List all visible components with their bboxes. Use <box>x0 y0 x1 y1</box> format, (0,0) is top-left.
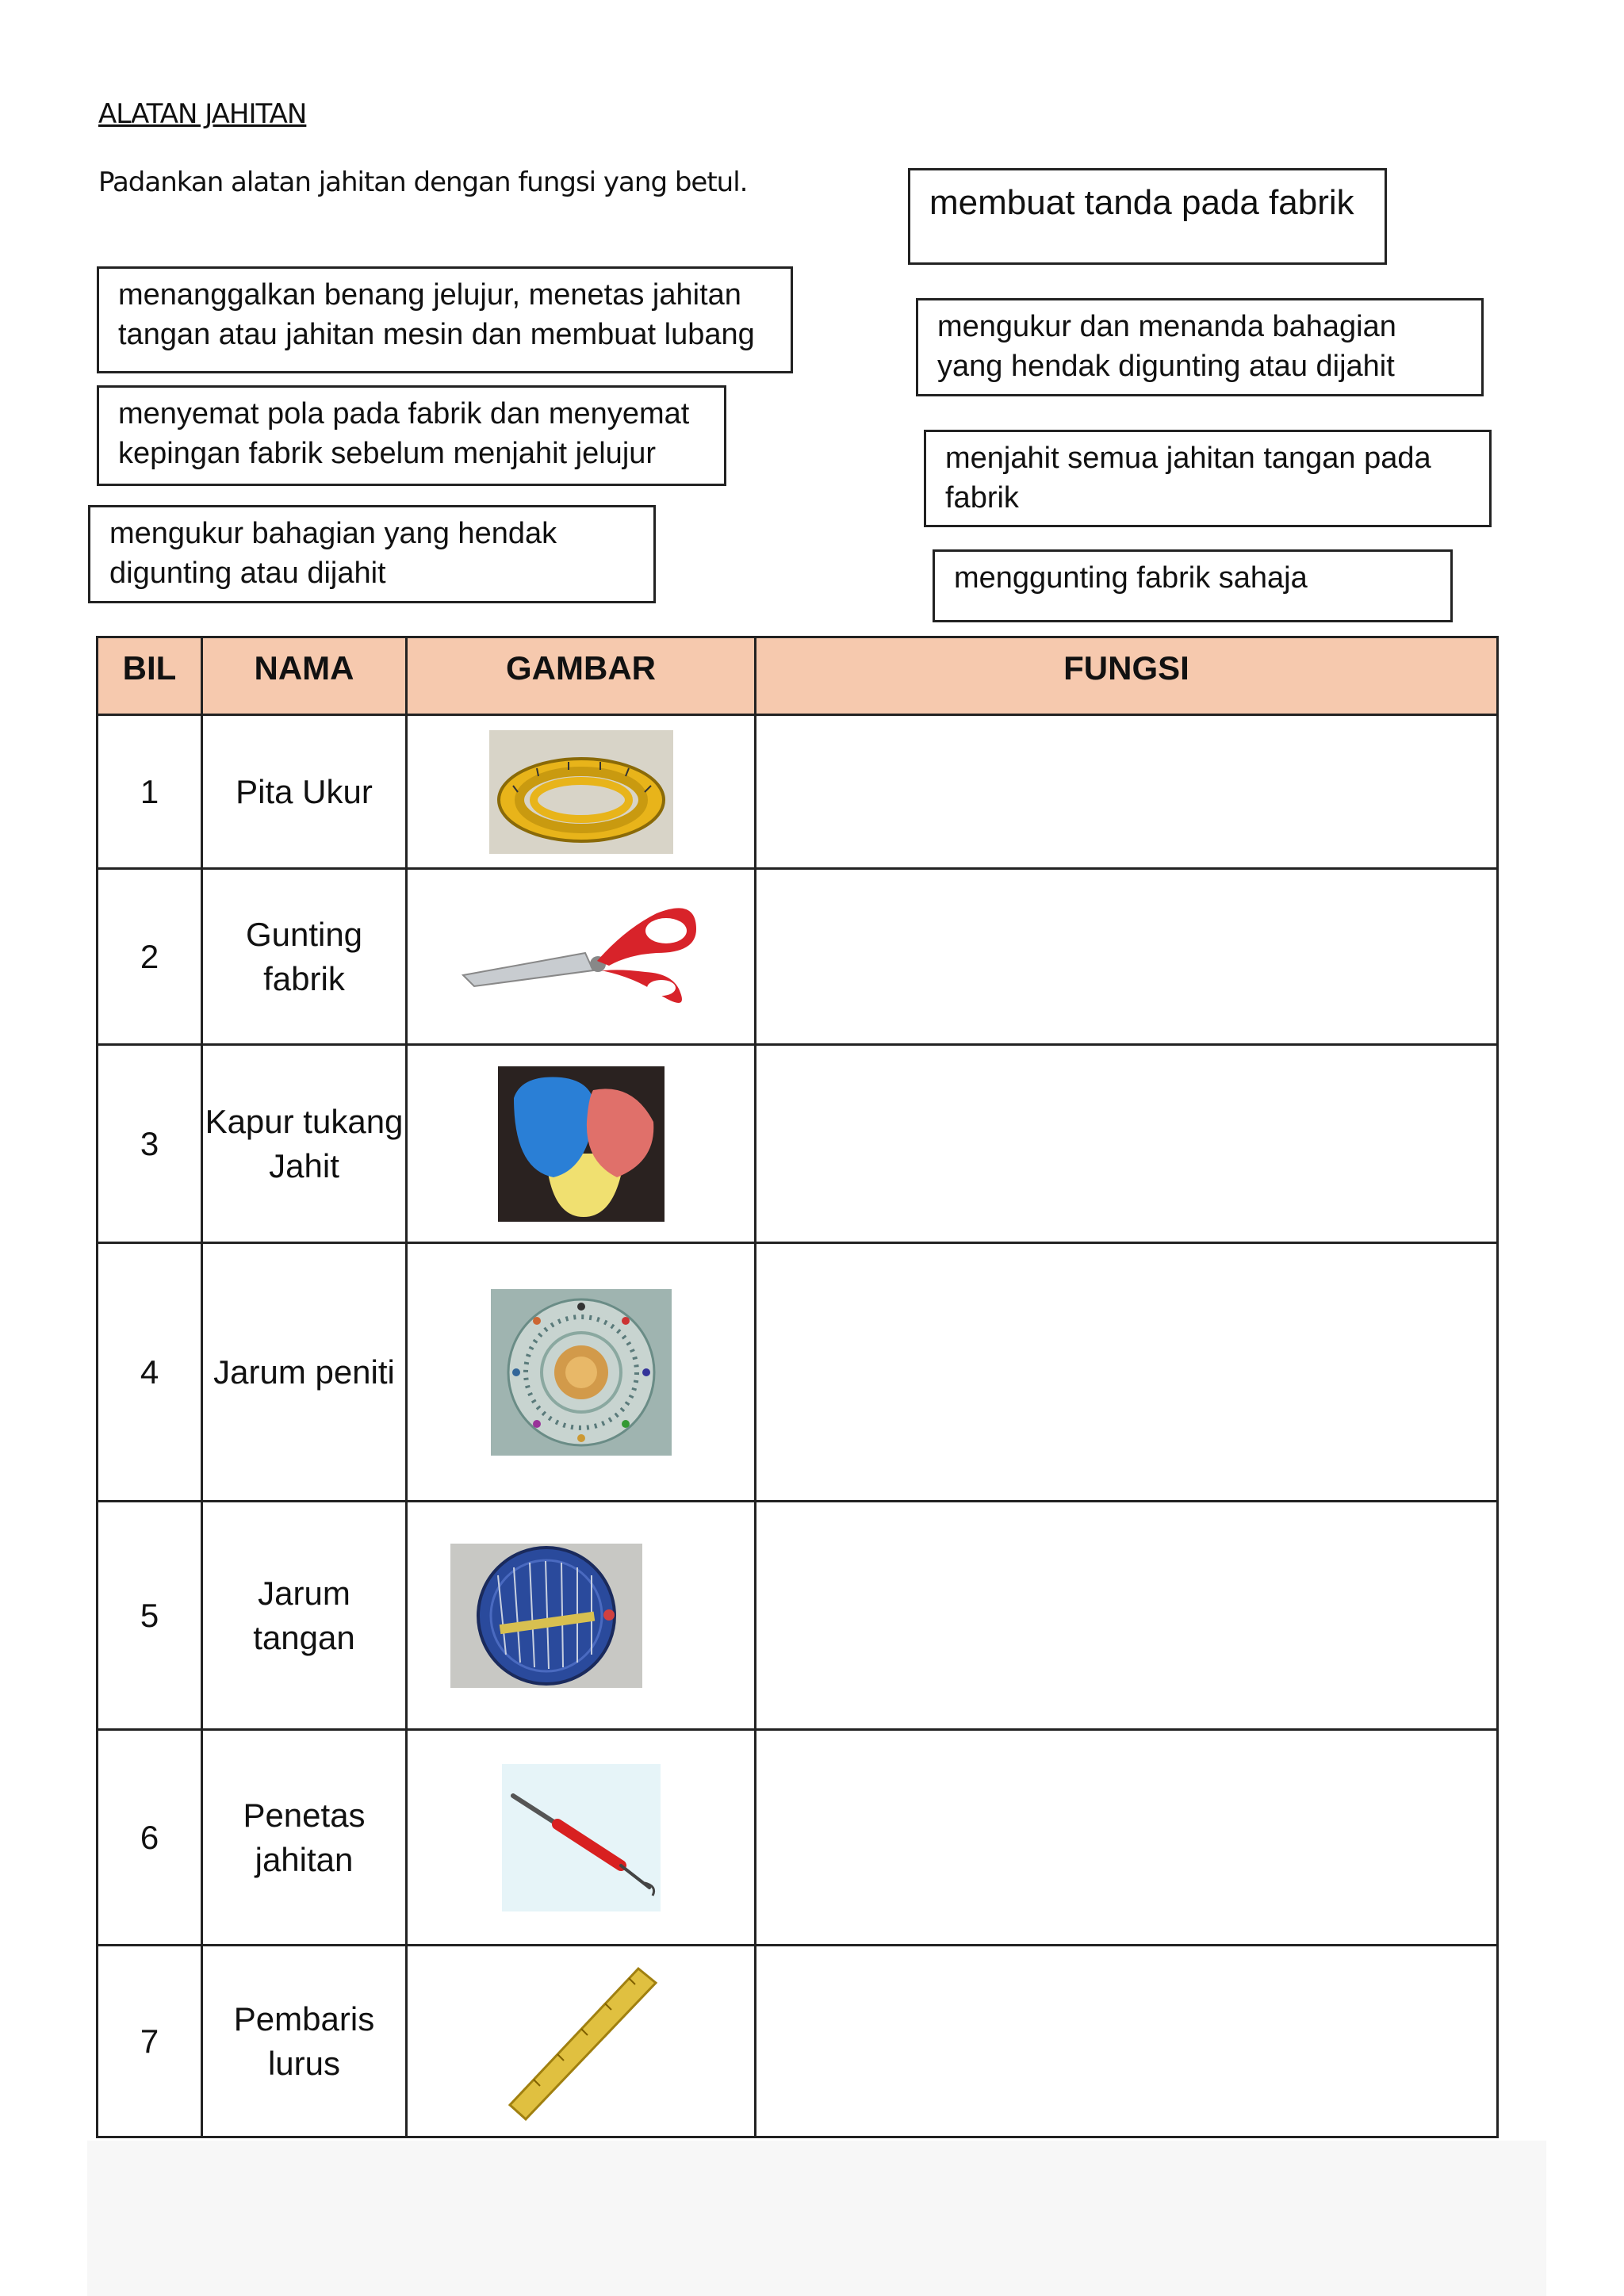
option-box[interactable] <box>933 549 1453 622</box>
tool-name: Jarum tangan <box>202 1502 407 1730</box>
tool-name: Jarum peniti <box>202 1243 407 1502</box>
header-gambar: GAMBAR <box>407 637 756 715</box>
tool-picture <box>407 1730 756 1946</box>
row-number: 4 <box>98 1243 202 1502</box>
function-answer-cell[interactable] <box>756 1946 1498 2137</box>
tool-picture <box>407 1502 756 1730</box>
option-box[interactable] <box>97 385 726 486</box>
option-text: menyemat pola pada fabrik dan menyemat kepingan fabrik sebelum menjahit jelujur <box>118 397 690 470</box>
table-row <box>98 1730 1498 1946</box>
option-text: mengukur bahagian yang hendak digunting atau dijahit <box>109 517 557 590</box>
function-answer-cell[interactable] <box>756 715 1498 869</box>
tool-picture <box>407 1243 756 1502</box>
table-row <box>98 869 1498 1045</box>
tool-picture <box>407 715 756 869</box>
header-fungsi: FUNGSI <box>756 637 1498 715</box>
pin-cushion-icon <box>491 1289 672 1456</box>
function-answer-cell[interactable] <box>756 1243 1498 1502</box>
function-answer-cell[interactable] <box>756 869 1498 1045</box>
table-row <box>98 1243 1498 1502</box>
tool-name: Pembaris lurus <box>202 1946 407 2137</box>
table-row <box>98 1045 1498 1243</box>
instruction-text: Padankan alatan jahitan dengan fungsi yang betul. <box>98 166 748 198</box>
needle-pack-icon <box>450 1544 642 1688</box>
function-answer-cell[interactable] <box>756 1045 1498 1243</box>
option-box[interactable] <box>88 505 656 603</box>
option-box[interactable] <box>924 430 1492 527</box>
function-answer-cell[interactable] <box>756 1502 1498 1730</box>
tool-name: Kapur tukang Jahit <box>202 1045 407 1243</box>
row-number: 2 <box>98 869 202 1045</box>
option-box[interactable] <box>916 298 1484 396</box>
table-row <box>98 1502 1498 1730</box>
table-row <box>98 1946 1498 2137</box>
tool-picture <box>407 1946 756 2137</box>
tailor-chalk-icon <box>498 1066 665 1222</box>
row-number: 5 <box>98 1502 202 1730</box>
option-text: menjahit semua jahitan tangan pada fabrik <box>945 442 1431 515</box>
scissors-icon <box>458 897 704 1016</box>
option-text: menanggalkan benang jelujur, menetas jahitan tangan atau jahitan mesin dan membuat lubang <box>118 278 755 351</box>
row-number: 7 <box>98 1946 202 2137</box>
option-text: mengukur dan menanda bahagian yang hendak digunting atau dijahit <box>937 310 1396 383</box>
option-text: menggunting fabrik sahaja <box>954 561 1308 595</box>
row-number: 1 <box>98 715 202 869</box>
ruler-icon <box>502 1962 661 2121</box>
tool-picture <box>407 1045 756 1243</box>
header-nama: NAMA <box>202 637 407 715</box>
page-title: ALATAN JAHITAN <box>98 98 307 130</box>
seam-ripper-icon <box>502 1764 661 1911</box>
header-bil: BIL <box>98 637 202 715</box>
option-box[interactable] <box>908 168 1387 265</box>
page-shadow <box>87 2141 1546 2296</box>
tool-name: Gunting fabrik <box>202 869 407 1045</box>
tape-measure-icon <box>489 730 673 854</box>
option-text: membuat tanda pada fabrik <box>929 183 1354 222</box>
tool-name: Penetas jahitan <box>202 1730 407 1946</box>
row-number: 6 <box>98 1730 202 1946</box>
tool-picture <box>407 869 756 1045</box>
row-number: 3 <box>98 1045 202 1243</box>
tool-name: Pita Ukur <box>202 715 407 869</box>
table-header-row <box>98 637 1498 715</box>
tools-table <box>96 636 1499 2138</box>
function-answer-cell[interactable] <box>756 1730 1498 1946</box>
option-box[interactable] <box>97 266 793 373</box>
table-row <box>98 715 1498 869</box>
